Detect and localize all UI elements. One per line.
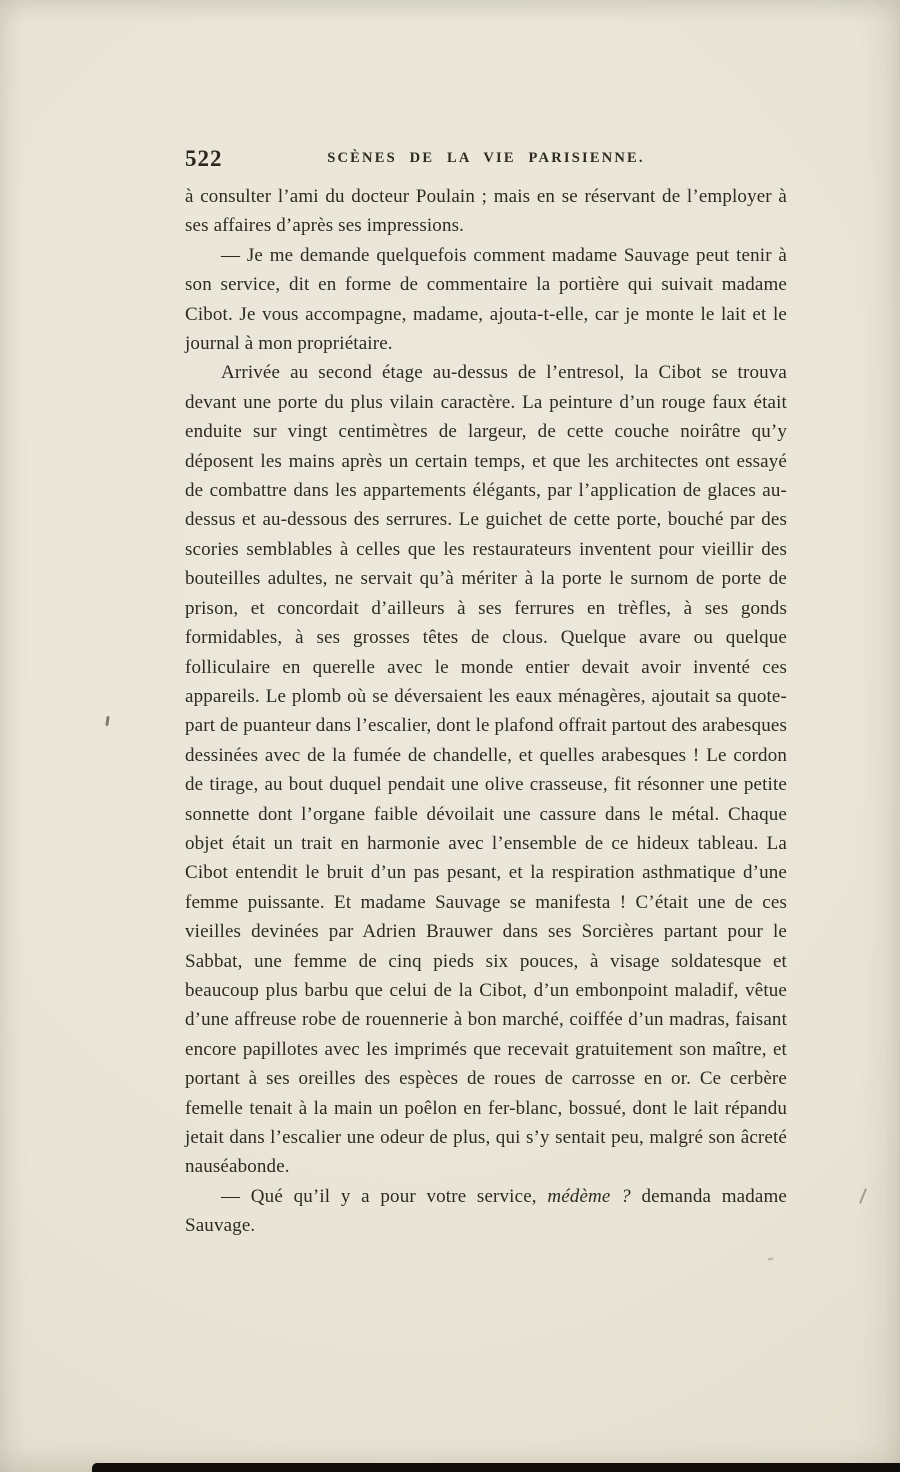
scan-artifact-mark: [105, 716, 109, 726]
paragraph-dialogue-medeme: [185, 1182, 787, 1241]
page-header: [185, 146, 787, 176]
paragraph-dialogue-sauvage: — Je me demande quelquefois comment madame Sauvage peut tenir à son service, dit en forme de commentaire la portière qui suivait madame Cibot. Je vous accompagne, madame, ajouta-t-elle, car je monte le lait et le journal à mon propriétaire.: [185, 244, 787, 355]
dialogue-text-before: — Qué qu’il y a pour votre service,: [221, 1185, 548, 1207]
scan-artifact-mark: [859, 1188, 867, 1204]
scan-artifact-mark: [768, 1258, 773, 1261]
scan-edge-bar: [92, 1463, 900, 1472]
running-title: SCÈNES DE LA VIE PARISIENNE.: [327, 150, 645, 166]
paragraph-continuation: à consulter l’ami du docteur Poulain ; mais en se réservant de l’employer à ses affaires d’après ses impressions.: [185, 186, 787, 237]
paragraph-description: Arrivée au second étage au-dessus de l’entresol, la Cibot se trouva devant une porte du plus vilain caractère. La peinture d’un rouge faux était enduite sur vingt centimètres de largeur, de cette couche noirâtre qu’y déposent les mains après un certain temps, et que les architectes ont essayé de combattre dans les appartements élégants, par l’application de glaces au-dessus et au-dessous des serrures. Le guichet de cette porte, bouché par des scories semblables à celles que les restaurateurs inventent pour vieillir des bouteilles adultes, ne servait qu’à mériter à la porte le surnom de porte de prison, et concordait d’ailleurs à ses ferrures en trèfles, à ses gonds formidables, à ses grosses têtes de clous. Quelque avare ou quelque folliculaire en querelle avec le monde entier devait avoir inventé ces appareils. Le plomb où se déversaient les eaux ménagères, ajoutait sa quote-part de puanteur dans l’escalier, dont le plafond offrait partout des arabesques dessinées avec de la fumée de chandelle, et quelles arabesques ! Le cordon de tirage, au bout duquel pendait une olive crasseuse, fit résonner une petite sonnette dont l’organe faible dévoilait une cassure dans le métal. Chaque objet était un trait en harmonie avec l’ensemble de ce hideux tableau. La Cibot entendit le bruit d’un pas pesant, et la respiration asthmatique d’une femme puissante. Et madame Sauvage se manifesta ! C’était une de ces vieilles devinées par Adrien Brauwer dans ses Sorcières partant pour le Sabbat, une femme de cinq pieds six pouces, à visage soldatesque et beaucoup plus barbu que celui de la Cibot, d’un embonpoint maladif, vêtue d’une affreuse robe de rouennerie à bon marché, coiffée d’un madras, faisant encore papillotes avec les imprimés que recevait gratuitement son maître, et portant à ses oreilles des espèces de roues de carrosse en or. Ce cerbère femelle tenait à la main un poêlon en fer-blanc, bossué, dont le lait répandu jetait dans l’escalier une odeur de plus, qui s’y sentait peu, malgré son âcreté nauséabonde.: [185, 362, 787, 1178]
dialogue-text-after: demanda madame Sauvage.: [185, 1185, 787, 1237]
page-number: 522: [185, 146, 223, 171]
text-block: [185, 182, 787, 1241]
dialogue-italic-word: médème ?: [547, 1185, 631, 1207]
